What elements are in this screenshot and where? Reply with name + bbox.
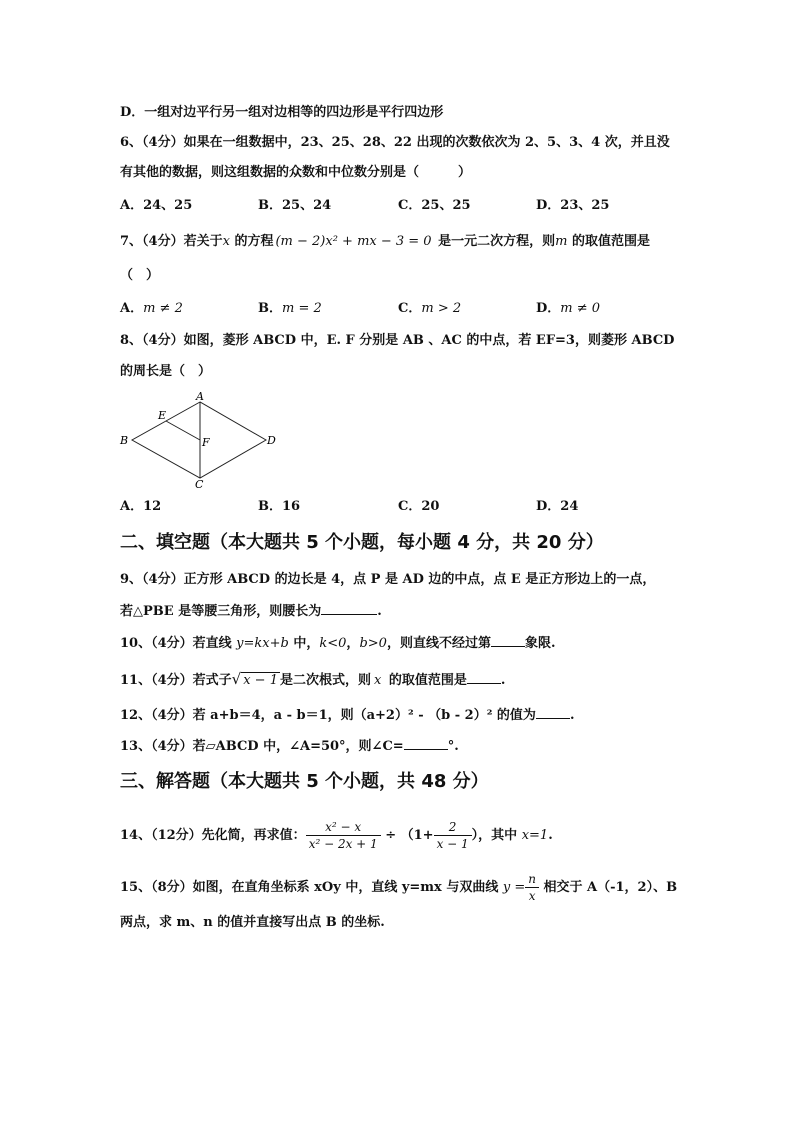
q11-mid: 是二次根式，则	[279, 673, 371, 688]
q10-line	[120, 634, 555, 653]
q7-option-d-math: m ≠ 0	[560, 301, 601, 316]
q12-line	[120, 706, 574, 725]
q12-answer-blank	[536, 706, 570, 719]
q9-answer-blank	[321, 602, 377, 615]
q15-line1	[120, 870, 677, 906]
q11-radicand: x − 1	[243, 673, 278, 688]
q14-frac2-numerator: 2	[434, 819, 472, 836]
q7-text-end: 的取值范围是	[567, 234, 650, 249]
q14-prefix: 14、（12分）先化简，再求值：	[120, 828, 306, 843]
q7-option-c	[398, 300, 461, 318]
q7-text-after: 是一元二次方程，则	[433, 234, 556, 249]
q10-expr: y=kx+b	[236, 636, 289, 651]
q7-option-a-letter: A．	[120, 301, 144, 316]
q14-line	[120, 818, 553, 854]
q7-option-d	[536, 300, 600, 318]
q5-option-d: D．一组对边平行另一组对边相等的四边形是平行四边形	[120, 105, 444, 120]
q14-fraction-1	[306, 819, 381, 852]
q15-prefix: 15、（8分）如图，在直角坐标系 xOy 中，直线 y=mx 与双曲线	[120, 880, 503, 895]
sqrt-radical: √ x − 1	[231, 670, 278, 688]
q15-line2: 两点，求 m、n 的值并直接写出点 B 的坐标.	[120, 915, 385, 930]
q7-option-a-math: m ≠ 2	[143, 301, 183, 316]
label-f: F	[202, 436, 210, 449]
q13-line	[120, 737, 459, 756]
q7-prefix: 7、（4分）若关于	[120, 234, 223, 249]
q11-prefix: 11、（4分）若式子	[120, 673, 232, 688]
label-d: D	[267, 434, 276, 447]
q7-option-b-math: m = 2	[282, 301, 322, 316]
label-c: C	[195, 478, 204, 490]
q7-option-b-letter: B．	[258, 301, 282, 316]
q6-line1: 6、（4分）如果在一组数据中，23、25、28、22 出现的次数依次为 2、5、3、4 次，并且没	[120, 135, 670, 150]
q7-var-m: m	[555, 234, 568, 249]
q7-text-mid: 的方程	[229, 234, 274, 249]
q15-fraction	[525, 871, 539, 904]
q15-suffix: 相交于 A（-1，2）、B	[538, 880, 678, 895]
q8-option-b: B．16	[258, 499, 301, 514]
q10-prefix: 10、（4分）若直线	[120, 636, 237, 651]
section3-heading: 三、解答题（本大题共 5 个小题，共 48 分）	[120, 771, 489, 792]
q11-suffix: .	[500, 673, 506, 688]
q10-cond2: b>0	[359, 636, 387, 651]
q14-frac1-denominator: x² − 2x + 1	[308, 837, 378, 851]
q13-prefix: 13、（4分）若▱ABCD 中，∠A=50°，则∠C=	[120, 739, 404, 754]
q10-mid2: ，则直线不经过第	[386, 636, 491, 651]
q11-line	[120, 670, 505, 690]
q15-frac-numerator: n	[525, 871, 539, 888]
q8-option-d: D．24	[536, 499, 579, 514]
q13-answer-blank	[404, 737, 448, 750]
q15-lhs: y =	[502, 880, 526, 895]
q7-option-b	[258, 300, 322, 318]
label-b: B	[120, 434, 129, 447]
q6-option-d: D．23、25	[536, 198, 610, 213]
q15-frac-denominator: x	[528, 889, 536, 903]
q11-answer-blank	[467, 671, 501, 684]
q6-option-b: B．25、24	[258, 198, 332, 213]
q9-line2-prefix: 若△PBE 是等腰三角形，则腰长为	[120, 604, 322, 619]
section2-heading: 二、填空题（本大题共 5 个小题，每小题 4 分，共 20 分）	[120, 532, 604, 553]
q11-var: x	[373, 673, 382, 688]
q7-option-c-math: m > 2	[421, 301, 462, 316]
q12-prefix: 12、（4分）若 a+b＝4，a - b＝1，则（a+2）² - （b - 2）² 的值为	[120, 708, 536, 723]
q7-option-a	[120, 300, 183, 318]
label-a: A	[196, 390, 204, 403]
q14-frac1-numerator: x² − x	[306, 819, 381, 836]
q10-mid1: 中，	[288, 636, 320, 651]
q14-cond: x=1	[521, 828, 549, 843]
q11-mid2: 的取值范围是	[384, 673, 467, 688]
q8-line1: 8、（4分）如图，菱形 ABCD 中，E. F 分别是 AB 、AC 的中点，若 EF=3，则菱形 ABCD	[120, 333, 675, 348]
q8-line2: 的周长是（ ）	[120, 364, 212, 379]
q7-option-d-letter: D．	[536, 301, 561, 316]
q7-equation: (m − 2)x² + mx − 3 = 0	[275, 234, 432, 249]
q7-line1	[120, 233, 650, 251]
q10-answer-blank	[491, 634, 525, 647]
q9-line2-suffix: .	[377, 604, 382, 619]
segment-ef	[166, 421, 200, 440]
q6-option-c: C．25、25	[398, 198, 471, 213]
q8-option-c: C．20	[398, 499, 440, 514]
label-e: E	[158, 409, 167, 422]
q14-fraction-2	[434, 819, 472, 852]
q14-frac2-denominator: x − 1	[436, 837, 469, 851]
q14-end: .	[548, 828, 553, 843]
q6-option-a: A．24、25	[120, 198, 193, 213]
q7-option-c-letter: C．	[398, 301, 422, 316]
rhombus-figure	[116, 390, 286, 490]
q7-paren: （ ）	[120, 268, 160, 283]
q14-close: ），其中	[471, 828, 522, 843]
q10-comma: ，	[346, 636, 360, 651]
q9-line1: 9、（4分）正方形 ABCD 的边长是 4，点 P 是 AD 边的中点，点 E 是正方形边上的一点，	[120, 572, 656, 587]
q10-suffix: 象限.	[524, 636, 556, 651]
q6-line2: 有其他的数据，则这组数据的众数和中位数分别是（ ）	[120, 165, 472, 180]
q14-div: ÷ （1+	[380, 828, 434, 843]
q10-cond1: k<0	[319, 636, 347, 651]
q13-suffix: °.	[447, 739, 459, 754]
q8-option-a: A．12	[120, 499, 162, 514]
q12-suffix: .	[569, 708, 575, 723]
q7-var-x: x	[222, 234, 230, 249]
q9-line2	[120, 602, 382, 621]
